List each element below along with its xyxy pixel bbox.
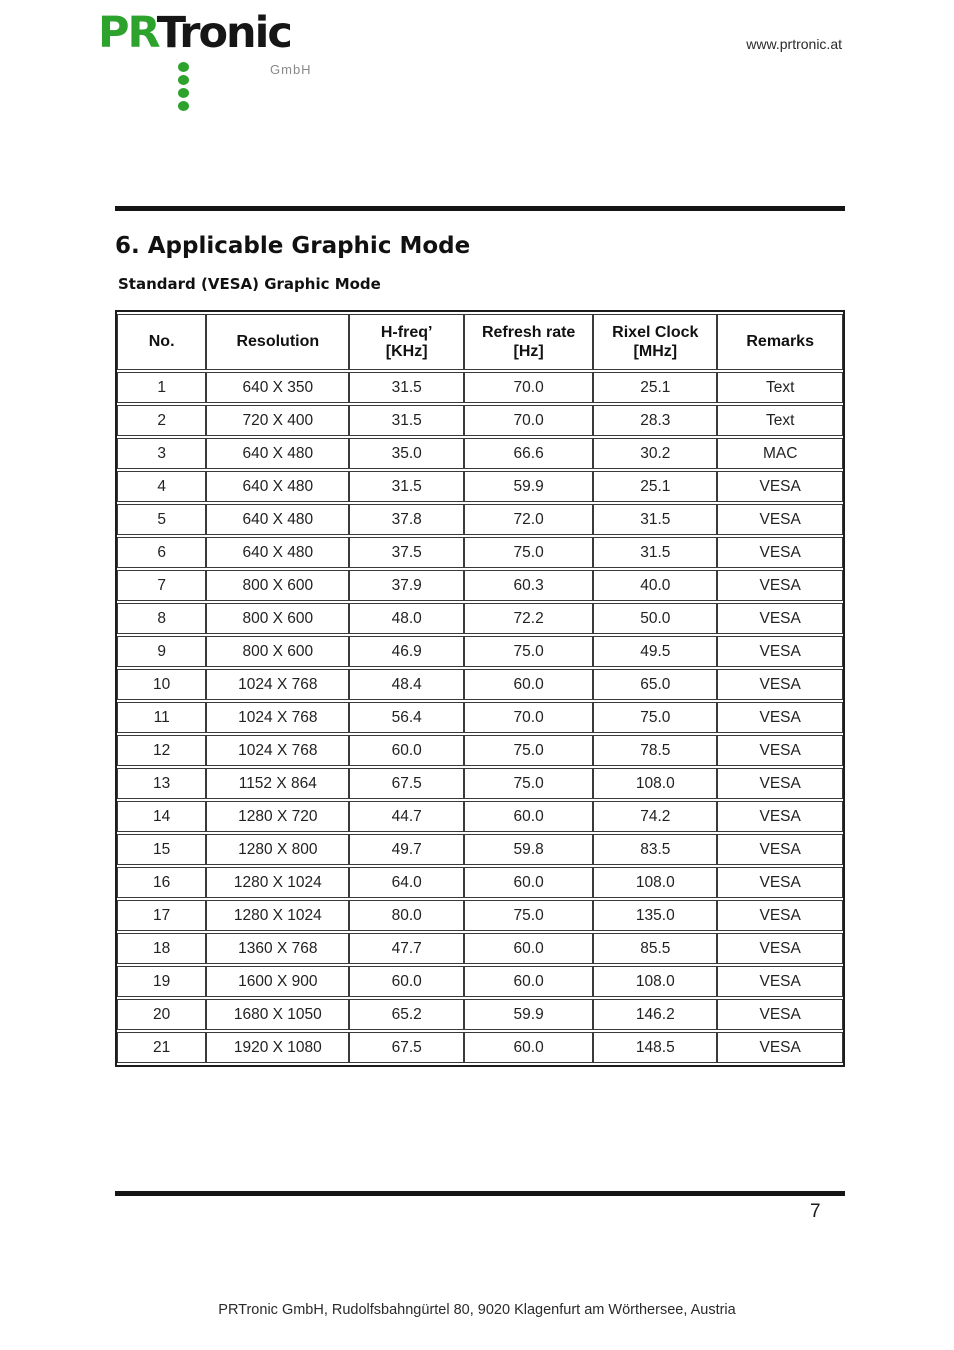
table-cell: 18: [117, 933, 206, 964]
table-cell: 75.0: [464, 735, 593, 766]
table-cell: VESA: [717, 504, 843, 535]
table-cell: 75.0: [593, 702, 717, 733]
table-cell: 1024 X 768: [206, 735, 349, 766]
table-row: [117, 768, 843, 799]
table-cell: 64.0: [349, 867, 464, 898]
table-row: [117, 537, 843, 568]
table-row: [117, 1032, 843, 1063]
table-cell: 9: [117, 636, 206, 667]
table-cell: 19: [117, 966, 206, 997]
table-cell: 720 X 400: [206, 405, 349, 436]
table-cell: 1024 X 768: [206, 669, 349, 700]
page-number: 7: [810, 1201, 821, 1222]
table-row: [117, 900, 843, 931]
table-row: [117, 570, 843, 601]
table-cell: 35.0: [349, 438, 464, 469]
bottom-divider: [115, 1191, 845, 1196]
table-cell: 108.0: [593, 867, 717, 898]
table-cell: 3: [117, 438, 206, 469]
table-cell: 44.7: [349, 801, 464, 832]
table-header-cell: No.: [117, 314, 206, 370]
table-cell: 74.2: [593, 801, 717, 832]
table-cell: 11: [117, 702, 206, 733]
table-cell: 2: [117, 405, 206, 436]
table-cell: VESA: [717, 570, 843, 601]
table-cell: 4: [117, 471, 206, 502]
logo-gmbh-label: GmbH: [270, 62, 312, 77]
table-cell: Text: [717, 405, 843, 436]
table-cell: 25.1: [593, 471, 717, 502]
table-cell: 78.5: [593, 735, 717, 766]
table-cell: 31.5: [349, 372, 464, 403]
table-cell: 21: [117, 1032, 206, 1063]
table-cell: 640 X 480: [206, 471, 349, 502]
table-cell: 640 X 350: [206, 372, 349, 403]
table-cell: 640 X 480: [206, 537, 349, 568]
table-cell: 60.0: [464, 966, 593, 997]
table-cell: 80.0: [349, 900, 464, 931]
table-cell: 67.5: [349, 1032, 464, 1063]
table-cell: 1680 X 1050: [206, 999, 349, 1030]
table-row: [117, 405, 843, 436]
website-url: www.prtronic.at: [746, 36, 842, 52]
table-cell: 59.9: [464, 999, 593, 1030]
table-cell: 70.0: [464, 702, 593, 733]
section-title: 6. Applicable Graphic Mode: [115, 233, 471, 259]
logo-text-tronic: Tronic: [156, 8, 291, 58]
table-row: [117, 636, 843, 667]
table-cell: 40.0: [593, 570, 717, 601]
section-subtitle: Standard (VESA) Graphic Mode: [118, 275, 381, 293]
table-cell: VESA: [717, 999, 843, 1030]
table-cell: 800 X 600: [206, 603, 349, 634]
table-cell: MAC: [717, 438, 843, 469]
table-row: [117, 372, 843, 403]
table-cell: 65.2: [349, 999, 464, 1030]
table-cell: 8: [117, 603, 206, 634]
table-cell: 108.0: [593, 966, 717, 997]
table-cell: 85.5: [593, 933, 717, 964]
table-cell: 1360 X 768: [206, 933, 349, 964]
table-cell: VESA: [717, 537, 843, 568]
table-cell: 70.0: [464, 405, 593, 436]
table-row: [117, 801, 843, 832]
table-row: [117, 504, 843, 535]
table-cell: 75.0: [464, 537, 593, 568]
table-cell: VESA: [717, 966, 843, 997]
table-cell: 31.5: [349, 471, 464, 502]
table-row: [117, 669, 843, 700]
table-cell: 1280 X 720: [206, 801, 349, 832]
table-cell: 49.5: [593, 636, 717, 667]
table-cell: VESA: [717, 471, 843, 502]
table-cell: 48.4: [349, 669, 464, 700]
prtronic-logo: [98, 8, 358, 102]
table-cell: 25.1: [593, 372, 717, 403]
table-cell: 6: [117, 537, 206, 568]
table-cell: 46.9: [349, 636, 464, 667]
table-cell: 75.0: [464, 768, 593, 799]
table-cell: 640 X 480: [206, 504, 349, 535]
table-cell: 48.0: [349, 603, 464, 634]
table-header-cell: Refresh rate [Hz]: [464, 314, 593, 370]
logo-text-pr: PR: [98, 8, 157, 58]
table-cell: VESA: [717, 801, 843, 832]
table-row: [117, 999, 843, 1030]
table-cell: VESA: [717, 1032, 843, 1063]
logo-wordmark: [98, 8, 358, 58]
table-cell: 37.9: [349, 570, 464, 601]
table-cell: 47.7: [349, 933, 464, 964]
table-row: [117, 933, 843, 964]
table-cell: 31.5: [349, 405, 464, 436]
table-cell: VESA: [717, 834, 843, 865]
green-dot-icon: [178, 88, 189, 98]
table-cell: 72.2: [464, 603, 593, 634]
table-row: [117, 834, 843, 865]
table-cell: 50.0: [593, 603, 717, 634]
table-header-cell: Resolution: [206, 314, 349, 370]
table-cell: 12: [117, 735, 206, 766]
table-cell: 15: [117, 834, 206, 865]
table-cell: 65.0: [593, 669, 717, 700]
table-row: [117, 603, 843, 634]
table-cell: 800 X 600: [206, 636, 349, 667]
logo-dots-icon: [178, 62, 189, 111]
table-cell: 148.5: [593, 1032, 717, 1063]
table-row: [117, 438, 843, 469]
table-header-cell: Rixel Clock [MHz]: [593, 314, 717, 370]
table-cell: 66.6: [464, 438, 593, 469]
table-cell: 1152 X 864: [206, 768, 349, 799]
table-cell: 60.3: [464, 570, 593, 601]
table-row: [117, 735, 843, 766]
content-area: [115, 206, 845, 1067]
table-cell: 37.8: [349, 504, 464, 535]
footer-address: PRTronic GmbH, Rudolfsbahngürtel 80, 9020 Klagenfurt am Wörthersee, Austria: [218, 1302, 736, 1318]
table-cell: 60.0: [349, 735, 464, 766]
table-cell: 1920 X 1080: [206, 1032, 349, 1063]
table-cell: 16: [117, 867, 206, 898]
table-cell: VESA: [717, 900, 843, 931]
table-row: [117, 471, 843, 502]
table-cell: 60.0: [349, 966, 464, 997]
table-cell: 800 X 600: [206, 570, 349, 601]
table-cell: 75.0: [464, 636, 593, 667]
table-cell: 60.0: [464, 933, 593, 964]
table-cell: 17: [117, 900, 206, 931]
table-row: [117, 966, 843, 997]
table-cell: VESA: [717, 603, 843, 634]
table-cell: 49.7: [349, 834, 464, 865]
table-cell: 31.5: [593, 537, 717, 568]
table-cell: 30.2: [593, 438, 717, 469]
table-header-cell: H-freq’ [KHz]: [349, 314, 464, 370]
table-cell: 59.8: [464, 834, 593, 865]
green-dot-icon: [178, 75, 189, 85]
table-cell: 14: [117, 801, 206, 832]
table-cell: 56.4: [349, 702, 464, 733]
graphic-mode-table: [115, 310, 845, 1067]
table-header-row: [117, 314, 843, 370]
top-divider: [115, 206, 845, 211]
table-cell: 72.0: [464, 504, 593, 535]
table-row: [117, 867, 843, 898]
table-cell: 31.5: [593, 504, 717, 535]
table-cell: 60.0: [464, 867, 593, 898]
table-cell: VESA: [717, 867, 843, 898]
table-cell: 135.0: [593, 900, 717, 931]
table-cell: 60.0: [464, 669, 593, 700]
table-cell: VESA: [717, 768, 843, 799]
table-cell: 1280 X 800: [206, 834, 349, 865]
table-cell: 20: [117, 999, 206, 1030]
table-header-cell: Remarks: [717, 314, 843, 370]
table-cell: VESA: [717, 636, 843, 667]
table-row: [117, 702, 843, 733]
table-cell: 60.0: [464, 1032, 593, 1063]
table-cell: 7: [117, 570, 206, 601]
table-cell: 1: [117, 372, 206, 403]
table-cell: 59.9: [464, 471, 593, 502]
table-cell: 1280 X 1024: [206, 867, 349, 898]
table-cell: 1600 X 900: [206, 966, 349, 997]
table-cell: Text: [717, 372, 843, 403]
table-cell: 70.0: [464, 372, 593, 403]
table-cell: VESA: [717, 702, 843, 733]
table-cell: 28.3: [593, 405, 717, 436]
table-cell: 5: [117, 504, 206, 535]
table-cell: 1280 X 1024: [206, 900, 349, 931]
table-cell: 1024 X 768: [206, 702, 349, 733]
green-dot-icon: [178, 101, 189, 111]
table-cell: VESA: [717, 933, 843, 964]
table-cell: 10: [117, 669, 206, 700]
table-cell: 13: [117, 768, 206, 799]
table-cell: 67.5: [349, 768, 464, 799]
table-cell: 37.5: [349, 537, 464, 568]
table-cell: 83.5: [593, 834, 717, 865]
table-cell: VESA: [717, 669, 843, 700]
table-cell: 640 X 480: [206, 438, 349, 469]
table-cell: 146.2: [593, 999, 717, 1030]
table-cell: 108.0: [593, 768, 717, 799]
table-cell: 60.0: [464, 801, 593, 832]
table-cell: VESA: [717, 735, 843, 766]
table-cell: 75.0: [464, 900, 593, 931]
green-dot-icon: [178, 62, 189, 72]
